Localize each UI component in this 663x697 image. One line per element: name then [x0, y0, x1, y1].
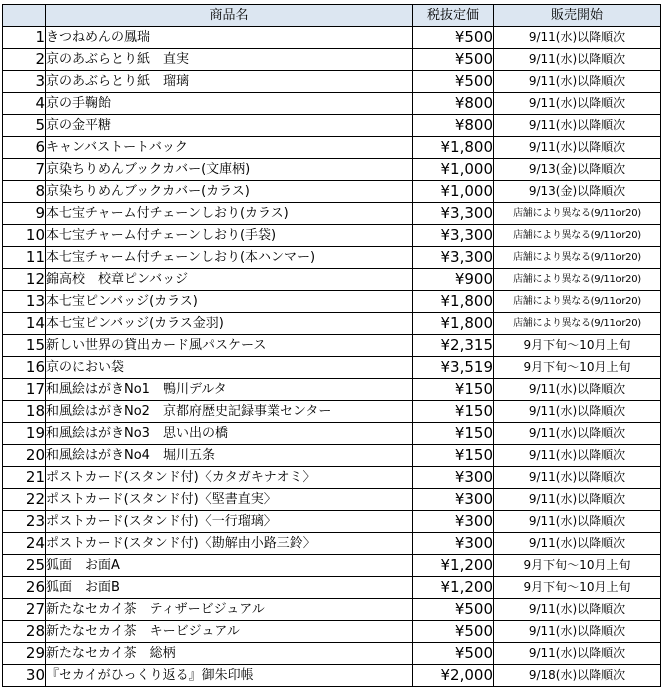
row-number: 17 — [3, 379, 46, 401]
price-cell: ¥500 — [413, 599, 494, 621]
row-number: 10 — [3, 225, 46, 247]
row-number: 24 — [3, 533, 46, 555]
row-number: 18 — [3, 401, 46, 423]
table-row — [3, 137, 661, 159]
table-row — [3, 401, 661, 423]
product-name-cell: ポストカード(スタンド付)〈カタガキナオミ〉 — [46, 467, 413, 489]
product-name-cell: 京染ちりめんブックカバー(カラス) — [46, 181, 413, 203]
header-product-name: 商品名 — [46, 5, 413, 27]
sale-start-cell: 9/11(水)以降順次 — [494, 379, 661, 401]
sale-start-cell: 9/11(水)以降順次 — [494, 401, 661, 423]
table-row — [3, 115, 661, 137]
table-row — [3, 665, 661, 687]
row-number: 14 — [3, 313, 46, 335]
sale-start-cell: 9/11(水)以降順次 — [494, 511, 661, 533]
row-number: 1 — [3, 27, 46, 49]
table-row — [3, 555, 661, 577]
product-name-cell: キャンバストートバック — [46, 137, 413, 159]
product-name-cell: 京のあぶらとり紙 直実 — [46, 49, 413, 71]
row-number: 13 — [3, 291, 46, 313]
table-row — [3, 489, 661, 511]
product-name-cell: 京のあぶらとり紙 瑠璃 — [46, 71, 413, 93]
price-cell: ¥1,800 — [413, 291, 494, 313]
product-name-cell: 本七宝ピンバッジ(カラス金羽) — [46, 313, 413, 335]
table-row — [3, 423, 661, 445]
price-cell: ¥1,200 — [413, 555, 494, 577]
row-number: 2 — [3, 49, 46, 71]
table-row — [3, 357, 661, 379]
price-cell: ¥2,315 — [413, 335, 494, 357]
product-name-cell: 狐面 お面B — [46, 577, 413, 599]
sale-start-cell: 9/18(水)以降順次 — [494, 665, 661, 687]
row-number: 23 — [3, 511, 46, 533]
sale-start-cell: 9/11(水)以降順次 — [494, 115, 661, 137]
sale-start-cell: 9/11(水)以降順次 — [494, 49, 661, 71]
price-cell: ¥3,300 — [413, 225, 494, 247]
sale-start-cell: 9月下旬～10月上旬 — [494, 555, 661, 577]
row-number: 29 — [3, 643, 46, 665]
sale-start-cell: 9/11(水)以降順次 — [494, 93, 661, 115]
sale-start-cell: 9/11(水)以降順次 — [494, 621, 661, 643]
product-name-cell: 和風絵はがきNo1 鴨川デルタ — [46, 379, 413, 401]
product-name-cell: 狐面 お面A — [46, 555, 413, 577]
table-row — [3, 159, 661, 181]
row-number: 3 — [3, 71, 46, 93]
row-number: 15 — [3, 335, 46, 357]
price-cell: ¥150 — [413, 401, 494, 423]
sale-start-cell: 9/11(水)以降順次 — [494, 467, 661, 489]
sale-start-cell: 9/13(金)以降順次 — [494, 181, 661, 203]
sale-start-cell: 9/11(水)以降順次 — [494, 71, 661, 93]
product-name-cell: 新たなセカイ茶 キービジュアル — [46, 621, 413, 643]
table-row — [3, 621, 661, 643]
table-row — [3, 335, 661, 357]
product-name-cell: 新たなセカイ茶 総柄 — [46, 643, 413, 665]
table-row — [3, 599, 661, 621]
product-name-cell: 新たなセカイ茶 ティザービジュアル — [46, 599, 413, 621]
row-number: 20 — [3, 445, 46, 467]
row-number: 12 — [3, 269, 46, 291]
row-number: 7 — [3, 159, 46, 181]
price-cell: ¥150 — [413, 423, 494, 445]
table-row — [3, 467, 661, 489]
header-no — [3, 5, 46, 27]
sale-start-cell: 9/11(水)以降順次 — [494, 599, 661, 621]
price-cell: ¥500 — [413, 27, 494, 49]
header-price: 税抜定価 — [413, 5, 494, 27]
table-row — [3, 379, 661, 401]
table-row — [3, 247, 661, 269]
product-name-cell: 京の金平糖 — [46, 115, 413, 137]
product-name-cell: 本七宝チャーム付チェーンしおり(カラス) — [46, 203, 413, 225]
table-row — [3, 93, 661, 115]
table-row — [3, 643, 661, 665]
row-number: 26 — [3, 577, 46, 599]
price-cell: ¥500 — [413, 49, 494, 71]
product-table — [2, 4, 661, 687]
product-name-cell: 和風絵はがきNo2 京都府歴史記録事業センター — [46, 401, 413, 423]
row-number: 5 — [3, 115, 46, 137]
price-cell: ¥300 — [413, 489, 494, 511]
product-name-cell: きつねめんの鳳瑞 — [46, 27, 413, 49]
table-row — [3, 269, 661, 291]
table-row — [3, 181, 661, 203]
product-name-cell: 和風絵はがきNo4 堀川五条 — [46, 445, 413, 467]
sale-start-cell: 9/13(金)以降順次 — [494, 159, 661, 181]
row-number: 22 — [3, 489, 46, 511]
table-row — [3, 225, 661, 247]
row-number: 19 — [3, 423, 46, 445]
price-cell: ¥2,000 — [413, 665, 494, 687]
table-row — [3, 27, 661, 49]
price-cell: ¥500 — [413, 71, 494, 93]
row-number: 6 — [3, 137, 46, 159]
price-cell: ¥300 — [413, 467, 494, 489]
price-cell: ¥500 — [413, 643, 494, 665]
table-row — [3, 511, 661, 533]
sale-start-cell: 9/11(水)以降順次 — [494, 423, 661, 445]
row-number: 11 — [3, 247, 46, 269]
table-row — [3, 445, 661, 467]
row-number: 28 — [3, 621, 46, 643]
product-name-cell: 京のにおい袋 — [46, 357, 413, 379]
product-name-cell: 本七宝チャーム付チェーンしおり(本ハンマー) — [46, 247, 413, 269]
row-number: 21 — [3, 467, 46, 489]
row-number: 4 — [3, 93, 46, 115]
table-row — [3, 49, 661, 71]
price-cell: ¥1,000 — [413, 181, 494, 203]
product-name-cell: 新しい世界の貸出カード風パスケース — [46, 335, 413, 357]
sale-start-cell: 9/11(水)以降順次 — [494, 137, 661, 159]
price-cell: ¥3,300 — [413, 247, 494, 269]
row-number: 30 — [3, 665, 46, 687]
table-row — [3, 203, 661, 225]
product-name-cell: 『セカイがひっくり返る』御朱印帳 — [46, 665, 413, 687]
price-cell: ¥1,200 — [413, 577, 494, 599]
product-name-cell: 京染ちりめんブックカバー(文庫柄) — [46, 159, 413, 181]
table-row — [3, 577, 661, 599]
table-row — [3, 71, 661, 93]
price-cell: ¥300 — [413, 511, 494, 533]
sale-start-cell: 店舗により異なる(9/11or20) — [494, 313, 661, 335]
sale-start-cell: 店舗により異なる(9/11or20) — [494, 269, 661, 291]
row-number: 16 — [3, 357, 46, 379]
price-cell: ¥800 — [413, 115, 494, 137]
row-number: 9 — [3, 203, 46, 225]
product-name-cell: 本七宝チャーム付チェーンしおり(手袋) — [46, 225, 413, 247]
product-name-cell: ポストカード(スタンド付)〈一行瑠璃〉 — [46, 511, 413, 533]
sale-start-cell: 9/11(水)以降順次 — [494, 27, 661, 49]
sale-start-cell: 9/11(水)以降順次 — [494, 533, 661, 555]
table-row — [3, 291, 661, 313]
price-cell: ¥1,800 — [413, 313, 494, 335]
price-cell: ¥150 — [413, 445, 494, 467]
product-name-cell: 京の手鞠飴 — [46, 93, 413, 115]
product-name-cell: ポストカード(スタンド付)〈堅書直実〉 — [46, 489, 413, 511]
product-name-cell: 和風絵はがきNo3 思い出の橋 — [46, 423, 413, 445]
row-number: 25 — [3, 555, 46, 577]
product-name-cell: 錦高校 校章ピンバッジ — [46, 269, 413, 291]
sale-start-cell: 9/11(水)以降順次 — [494, 489, 661, 511]
sale-start-cell: 9月下旬～10月上旬 — [494, 577, 661, 599]
table-body — [3, 27, 661, 687]
table-row — [3, 533, 661, 555]
sale-start-cell: 店舗により異なる(9/11or20) — [494, 225, 661, 247]
price-cell: ¥300 — [413, 533, 494, 555]
price-cell: ¥1,800 — [413, 137, 494, 159]
product-name-cell: 本七宝ピンバッジ(カラス) — [46, 291, 413, 313]
price-cell: ¥150 — [413, 379, 494, 401]
row-number: 8 — [3, 181, 46, 203]
row-number: 27 — [3, 599, 46, 621]
sale-start-cell: 店舗により異なる(9/11or20) — [494, 203, 661, 225]
sale-start-cell: 9月下旬～10月上旬 — [494, 335, 661, 357]
header-sale-start: 販売開始 — [494, 5, 661, 27]
table-row — [3, 313, 661, 335]
table-header-row — [3, 5, 661, 27]
sale-start-cell: 店舗により異なる(9/11or20) — [494, 291, 661, 313]
product-name-cell: ポストカード(スタンド付)〈勘解由小路三鈴〉 — [46, 533, 413, 555]
price-cell: ¥1,000 — [413, 159, 494, 181]
price-cell: ¥900 — [413, 269, 494, 291]
price-cell: ¥3,300 — [413, 203, 494, 225]
price-cell: ¥3,519 — [413, 357, 494, 379]
sale-start-cell: 9/11(水)以降順次 — [494, 445, 661, 467]
price-cell: ¥500 — [413, 621, 494, 643]
sale-start-cell: 9/11(水)以降順次 — [494, 643, 661, 665]
price-cell: ¥800 — [413, 93, 494, 115]
sale-start-cell: 9月下旬～10月上旬 — [494, 357, 661, 379]
sale-start-cell: 店舗により異なる(9/11or20) — [494, 247, 661, 269]
